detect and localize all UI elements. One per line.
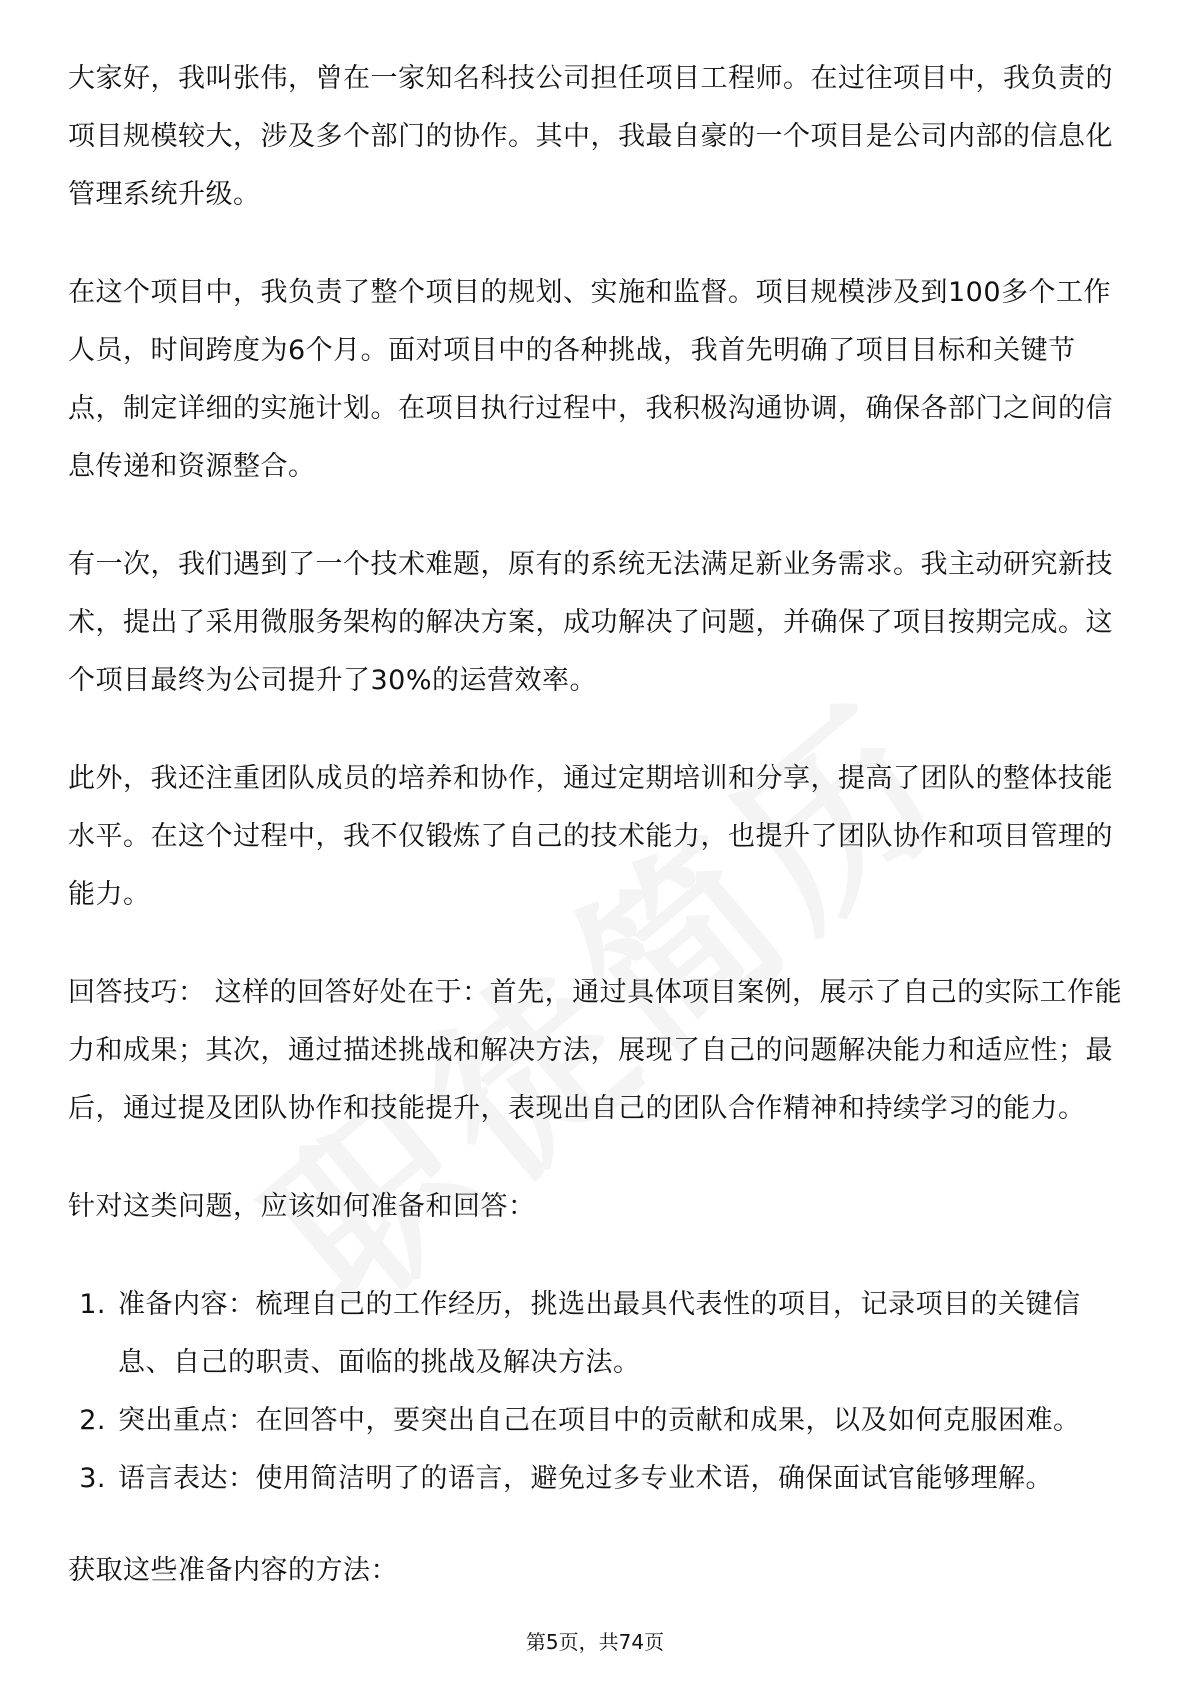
paragraph-responsibility: 在这个项目中，我负责了整个项目的规划、实施和监督。项目规模涉及到100多个工作人员，时间跨度为6个月。面对项目中的各种挑战，我首先明确了项目目标和关键节点，制定详细的实施计划。在项目执行过程中，我积极沟通协调，确保各部门之间的信息传递和资源整合。 xyxy=(68,277,1113,482)
list-item-number: 2. xyxy=(79,1405,106,1436)
list-item-number: 3. xyxy=(79,1463,106,1494)
document-body xyxy=(68,50,1123,1640)
list-item xyxy=(68,1450,1123,1508)
page-number-footer: 第5页，共74页 xyxy=(525,1630,665,1654)
list-item-number: 1. xyxy=(79,1289,106,1320)
paragraph-answer-tips: 回答技巧： 这样的回答好处在于：首先，通过具体项目案例，展示了自己的实际工作能力和成果；其次，通过描述挑战和解决方法，展现了自己的问题解决能力和适应性；最后，通过提及团队协作和技能提升，表现出自己的团队合作精神和持续学习的能力。 xyxy=(68,977,1123,1124)
list-item xyxy=(68,1276,1123,1392)
paragraph-closing: 获取这些准备内容的方法： xyxy=(68,1555,398,1586)
list-item-text: 突出重点：在回答中，要突出自己在项目中的贡献和成果，以及如何克服困难。 xyxy=(118,1405,1081,1436)
preparation-list xyxy=(68,1276,1123,1508)
paragraph-challenge: 有一次，我们遇到了一个技术难题，原有的系统无法满足新业务需求。我主动研究新技术，提出了采用微服务架构的解决方案，成功解决了问题，并确保了项目按期完成。这个项目最终为公司提升了30%的运营效率。 xyxy=(68,549,1113,696)
paragraph-how-to-prepare: 针对这类问题，应该如何准备和回答： xyxy=(68,1191,536,1222)
paragraph-teamwork: 此外，我还注重团队成员的培养和协作，通过定期培训和分享，提高了团队的整体技能水平。在这个过程中，我不仅锻炼了自己的技术能力，也提升了团队协作和项目管理的能力。 xyxy=(68,763,1113,910)
list-item-text: 准备内容：梳理自己的工作经历，挑选出最具代表性的项目，记录项目的关键信息、自己的职责、面临的挑战及解决方法。 xyxy=(118,1289,1081,1378)
list-item xyxy=(68,1392,1123,1450)
paragraph-intro: 大家好，我叫张伟，曾在一家知名科技公司担任项目工程师。在过往项目中，我负责的项目规模较大，涉及多个部门的协作。其中，我最自豪的一个项目是公司内部的信息化管理系统升级。 xyxy=(68,63,1113,210)
list-item-text: 语言表达：使用简洁明了的语言，避免过多专业术语，确保面试官能够理解。 xyxy=(118,1463,1053,1494)
